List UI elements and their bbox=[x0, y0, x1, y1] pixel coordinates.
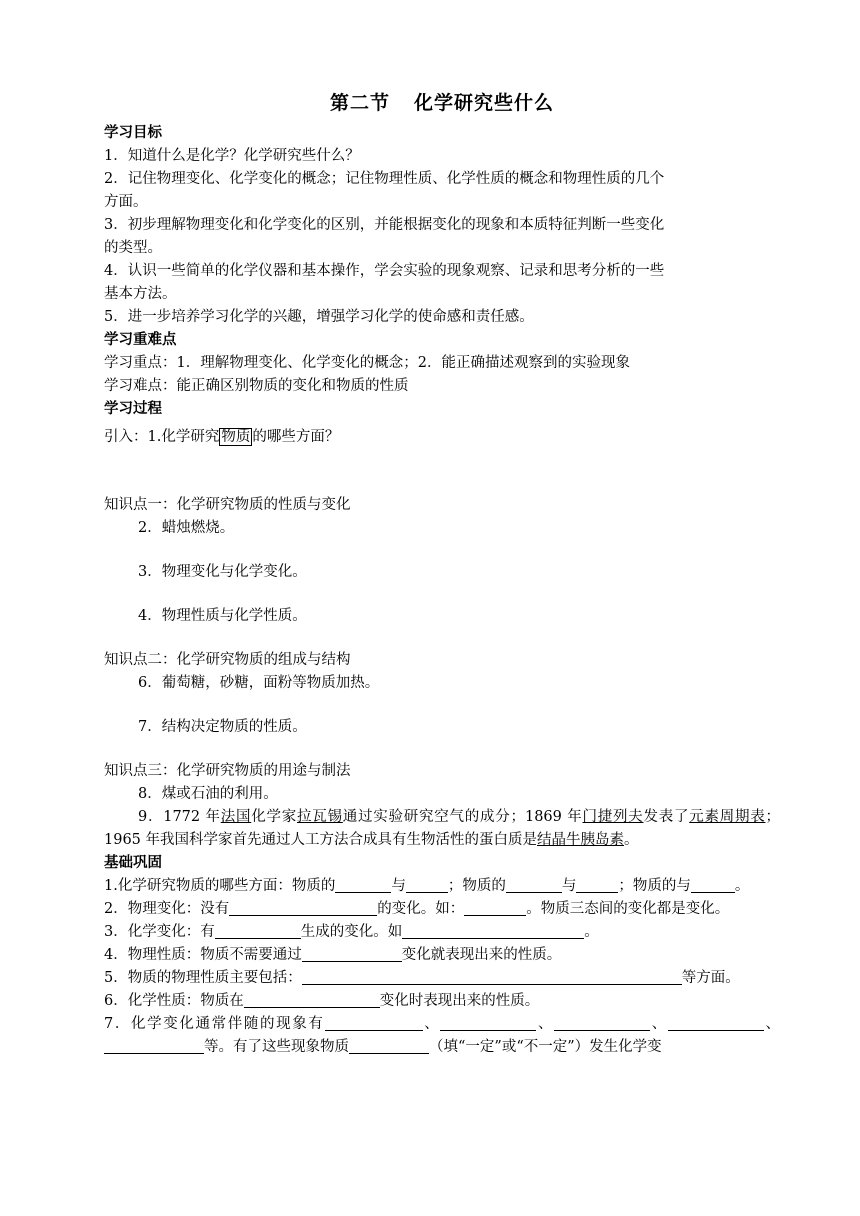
question-7: 7．化学变化通常伴随的现象有 、 、 、 、等。有了这些现象物质 （填“一定”或“不一定”）发生化学变 bbox=[104, 1016, 781, 1055]
answer-blank[interactable] bbox=[302, 945, 402, 962]
answer-blank[interactable] bbox=[402, 922, 584, 939]
answer-blank[interactable] bbox=[244, 991, 380, 1008]
objective-line: 3．初步理解物理变化和化学变化的区别，并能根据变化的现象和本质特征判断一些变化 bbox=[104, 217, 665, 233]
question-5: 5．物质的物理性质主要包括： 等方面。 bbox=[104, 970, 740, 986]
title-section: 第二节 bbox=[329, 92, 390, 114]
item-3: 3．物理变化与化学变化。 bbox=[138, 564, 307, 580]
answer-blank[interactable] bbox=[506, 876, 562, 893]
item-7: 7．结构决定物质的性质。 bbox=[138, 719, 307, 735]
boxed-word: 物质 bbox=[221, 429, 251, 445]
knowledge-point-2: 知识点二：化学研究物质的组成与结构 bbox=[104, 652, 351, 668]
objective-line: 2．记住物理变化、化学变化的概念；记住物理性质、化学性质的概念和物理性质的几个 bbox=[104, 171, 665, 187]
page-title bbox=[104, 88, 780, 118]
answer-blank[interactable] bbox=[229, 899, 377, 916]
answer-blank[interactable] bbox=[668, 1014, 764, 1031]
worksheet-page bbox=[104, 88, 780, 1059]
item-4: 4．物理性质与化学性质。 bbox=[138, 608, 307, 624]
process-heading: 学习过程 bbox=[104, 401, 162, 417]
objective-line: 的类型。 bbox=[104, 240, 162, 256]
item-8: 8．煤或石油的利用。 bbox=[138, 786, 278, 802]
knowledge-point-1: 知识点一：化学研究物质的性质与变化 bbox=[104, 497, 351, 513]
title-topic: 化学研究些什么 bbox=[414, 92, 555, 114]
basics-heading: 基础巩固 bbox=[104, 855, 162, 871]
key-points-heading: 学习重难点 bbox=[104, 332, 177, 348]
objective-line: 基本方法。 bbox=[104, 286, 177, 302]
intro-question: 引入：1.化学研究 物质 的哪些方面？ bbox=[104, 429, 340, 445]
objectives-heading: 学习目标 bbox=[104, 125, 162, 141]
answer-blank[interactable] bbox=[691, 876, 735, 893]
objective-line: 方面。 bbox=[104, 194, 148, 210]
answer-blank[interactable] bbox=[349, 1037, 429, 1054]
item-9: 9．1772 年法国化学家拉瓦锡通过实验研究空气的成分；1869 年门捷列夫发表了元素周期表；1965 年我国科学家首先通过人工方法合成具有生物活性的蛋白质是结晶牛胰岛素。 bbox=[104, 809, 780, 848]
answer-blank[interactable] bbox=[335, 876, 391, 893]
objective-line: 1．知道什么是化学？化学研究些什么？ bbox=[104, 148, 360, 164]
question-1: 1.化学研究物质的哪些方面：物质的 与 ；物质的 与 ；物质的与 。 bbox=[104, 878, 750, 894]
answer-blank[interactable] bbox=[325, 1014, 423, 1031]
objective-line: 4．认识一些简单的化学仪器和基本操作，学会实验的现象观察、记录和思考分析的一些 bbox=[104, 263, 665, 279]
question-4: 4．物理性质：物质不需要通过 变化就表现出来的性质。 bbox=[104, 947, 562, 963]
answer-blank[interactable] bbox=[215, 922, 301, 939]
question-2: 2．物理变化：没有 的变化。如： 。物质三态间的变化都是变化。 bbox=[104, 901, 730, 917]
knowledge-point-3: 知识点三：化学研究物质的用途与制法 bbox=[104, 763, 351, 779]
answer-blank[interactable] bbox=[554, 1014, 650, 1031]
answer-blank[interactable] bbox=[576, 876, 618, 893]
answer-blank[interactable] bbox=[440, 1014, 536, 1031]
item-2: 2．蜡烛燃烧。 bbox=[138, 520, 235, 536]
answer-blank[interactable] bbox=[104, 1037, 204, 1054]
item-6: 6．葡萄糖，砂糖，面粉等物质加热。 bbox=[138, 675, 380, 691]
question-6: 6．化学性质：物质在 变化时表现出来的性质。 bbox=[104, 993, 540, 1009]
objective-line: 5．进一步培养学习化学的兴趣，增强学习化学的使命感和责任感。 bbox=[104, 309, 534, 325]
answer-blank[interactable] bbox=[464, 899, 526, 916]
answer-blank[interactable] bbox=[406, 876, 448, 893]
question-3: 3．化学变化：有 生成的变化。如 。 bbox=[104, 924, 599, 940]
answer-blank[interactable] bbox=[302, 968, 682, 985]
key-difficulty: 学习难点：能正确区别物质的变化和物质的性质 bbox=[104, 378, 409, 394]
key-focus: 学习重点：1．理解物理变化、化学变化的概念；2．能正确描述观察到的实验现象 bbox=[104, 355, 630, 371]
